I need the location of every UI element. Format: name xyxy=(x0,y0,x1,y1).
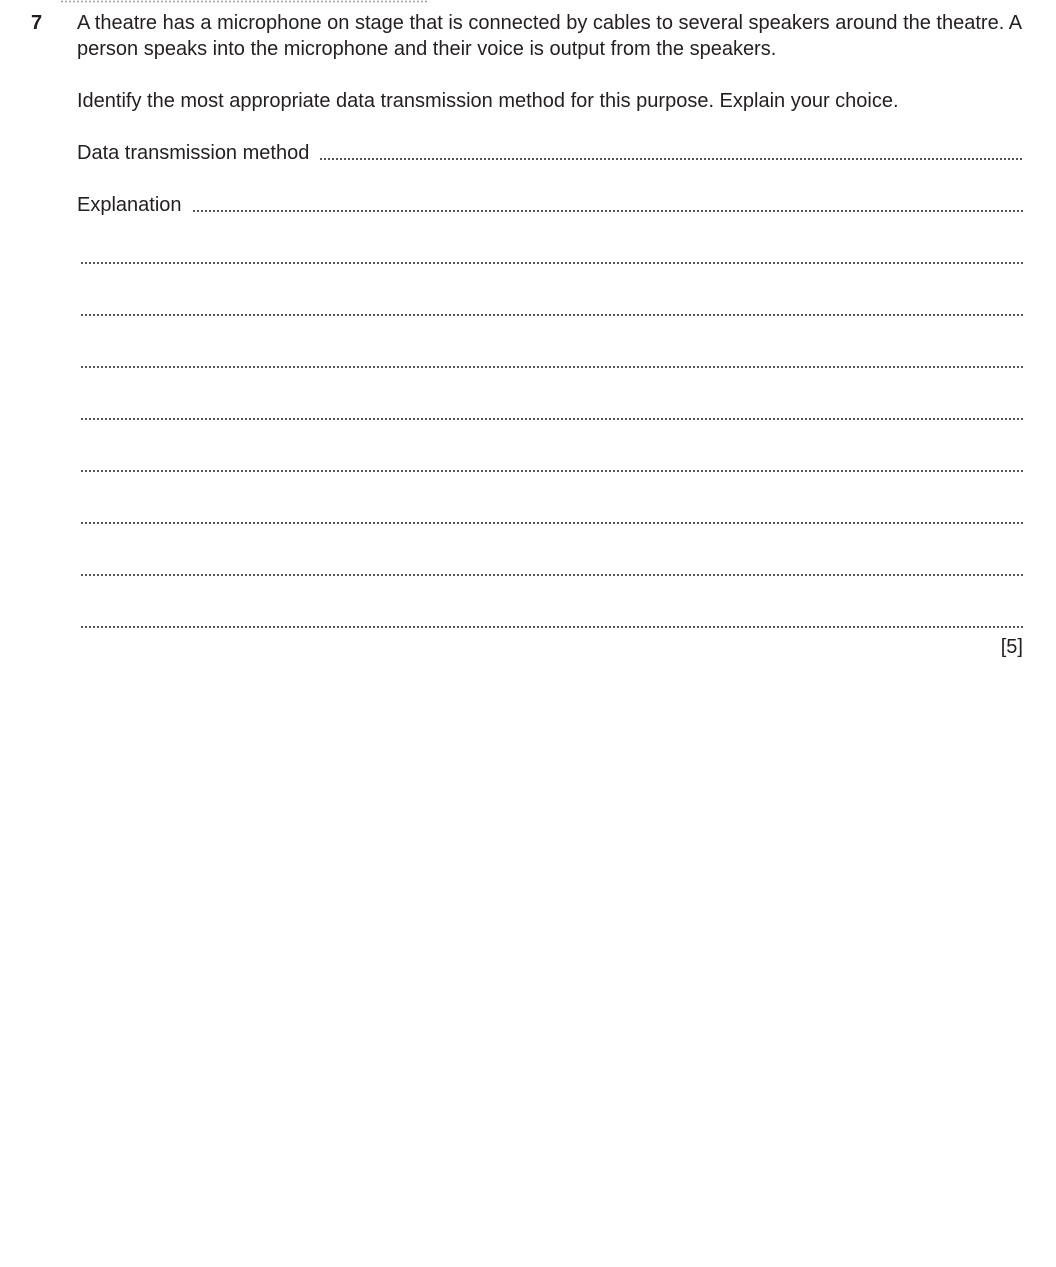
explanation-continuation-line[interactable] xyxy=(80,608,1023,634)
dotted-answer-line[interactable] xyxy=(80,467,1023,475)
dotted-answer-line[interactable] xyxy=(80,259,1023,267)
question-stem: A theatre has a microphone on stage that is connected by cables to several speakers around the theatre. A person speaks into the microphone and their voice is output from the speakers. xyxy=(77,12,1021,60)
question-number: 7 xyxy=(31,12,43,34)
explanation-continuation-line[interactable] xyxy=(80,556,1023,582)
dotted-answer-line[interactable] xyxy=(80,363,1023,371)
dotted-answer-line[interactable] xyxy=(319,155,1023,163)
dotted-answer-line[interactable] xyxy=(80,623,1023,631)
explanation-continuation-line[interactable] xyxy=(80,504,1023,530)
explanation-continuation-line[interactable] xyxy=(80,400,1023,426)
method-answer-line[interactable] xyxy=(77,140,1023,166)
explanation-label: Explanation xyxy=(77,194,182,216)
dotted-answer-line[interactable] xyxy=(80,571,1023,579)
explanation-continuation-line[interactable] xyxy=(80,296,1023,322)
dotted-answer-line[interactable] xyxy=(80,519,1023,527)
marks-allocation: [5] xyxy=(1000,636,1023,658)
explanation-answer-line[interactable] xyxy=(77,192,1023,218)
page-header-fragment xyxy=(60,0,428,3)
dotted-answer-line[interactable] xyxy=(80,311,1023,319)
method-label: Data transmission method xyxy=(77,142,310,164)
explanation-continuation-line[interactable] xyxy=(80,348,1023,374)
dotted-answer-line[interactable] xyxy=(80,415,1023,423)
question-instruction: Identify the most appropriate data transmission method for this purpose. Explain your choice. xyxy=(77,90,899,112)
explanation-continuation-line[interactable] xyxy=(80,244,1023,270)
dotted-answer-line[interactable] xyxy=(192,207,1023,215)
explanation-continuation-line[interactable] xyxy=(80,452,1023,478)
